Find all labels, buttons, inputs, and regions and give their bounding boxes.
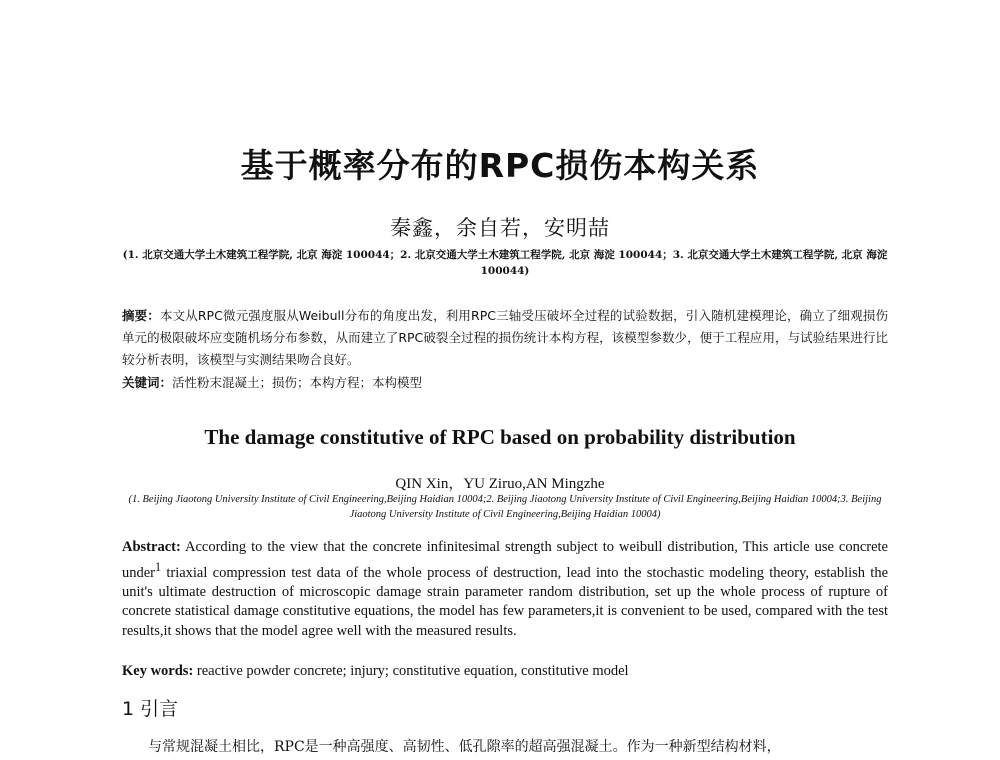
- superscript-marker: 1: [155, 559, 162, 574]
- english-title: The damage constitutive of RPC based on probability distribution: [204, 425, 796, 449]
- chinese-abstract: [122, 305, 888, 371]
- english-abstract: [122, 538, 888, 641]
- english-abstract-label: Abstract:: [122, 539, 181, 555]
- chinese-keywords: [122, 372, 888, 394]
- chinese-abstract-label: 摘要：: [122, 308, 160, 323]
- chinese-keywords-label: 关键词：: [122, 375, 173, 390]
- section-heading-introduction: 1 引言: [122, 698, 179, 720]
- english-affiliation: (1. Beijing Jiaotong University Institute of Civil Engineering,Beijing Haidian 10004;2. Beijing Jiaotong University Institute of Civil Engineering,Beijing Haidian 10004;3. Beijing Jiaotong University Institute of Civil Engineering,Beijing Haidian 10004): [128, 494, 882, 520]
- chinese-authors: 秦鑫，余自若，安明喆: [390, 216, 610, 240]
- english-abstract-part1: According to the view that the concrete infinitesimal strength subject to weibull distribution, This article use concrete under: [122, 539, 888, 581]
- english-keywords: [122, 662, 888, 682]
- english-authors: QIN Xin，YU Ziruo,AN Mingzhe: [395, 476, 605, 492]
- english-abstract-part2: triaxial compression test data of the whole process of destruction, lead into the stochastic modeling theory, establish the unit's ultimate destruction of microscopic damage strain parameter random distribution, set up the whole process of rupture of concrete statistical damage constitutive equations, the model has few parameters,it is convenient to be used, compared with the test results,it shows that the model agree well with the measured results.: [122, 564, 888, 639]
- section-body-text: 与常规混凝土相比，RPC是一种高强度、高韧性、低孔隙率的超高强混凝土。作为一种新型结构材料，: [148, 739, 781, 755]
- chinese-affiliation: (1. 北京交通大学土木建筑工程学院, 北京 海淀 100044；2. 北京交通大学土木建筑工程学院, 北京 海淀 100044；3. 北京交通大学土木建筑工程学院, 北京 海淀 100044): [122, 249, 888, 277]
- chinese-title: 基于概率分布的RPC损伤本构关系: [240, 146, 760, 185]
- chinese-abstract-text: 本文从RPC微元强度服从Weibull分布的角度出发，利用RPC三轴受压破坏全过程的试验数据，引入随机建模理论，确立了细观损伤单元的极限破坏应变随机场分布参数，从而建立了RPC破裂全过程的损伤统计本构方程，该模型参数少，便于工程应用，与试验结果进行比较分析表明，该模型与实测结果吻合良好。: [122, 308, 888, 367]
- english-keywords-label: Key words:: [122, 663, 194, 679]
- english-keywords-text: reactive powder concrete; injury; constitutive equation, constitutive model: [193, 663, 629, 679]
- chinese-keywords-text: 活性粉末混凝土；损伤；本构方程；本构模型: [172, 375, 423, 390]
